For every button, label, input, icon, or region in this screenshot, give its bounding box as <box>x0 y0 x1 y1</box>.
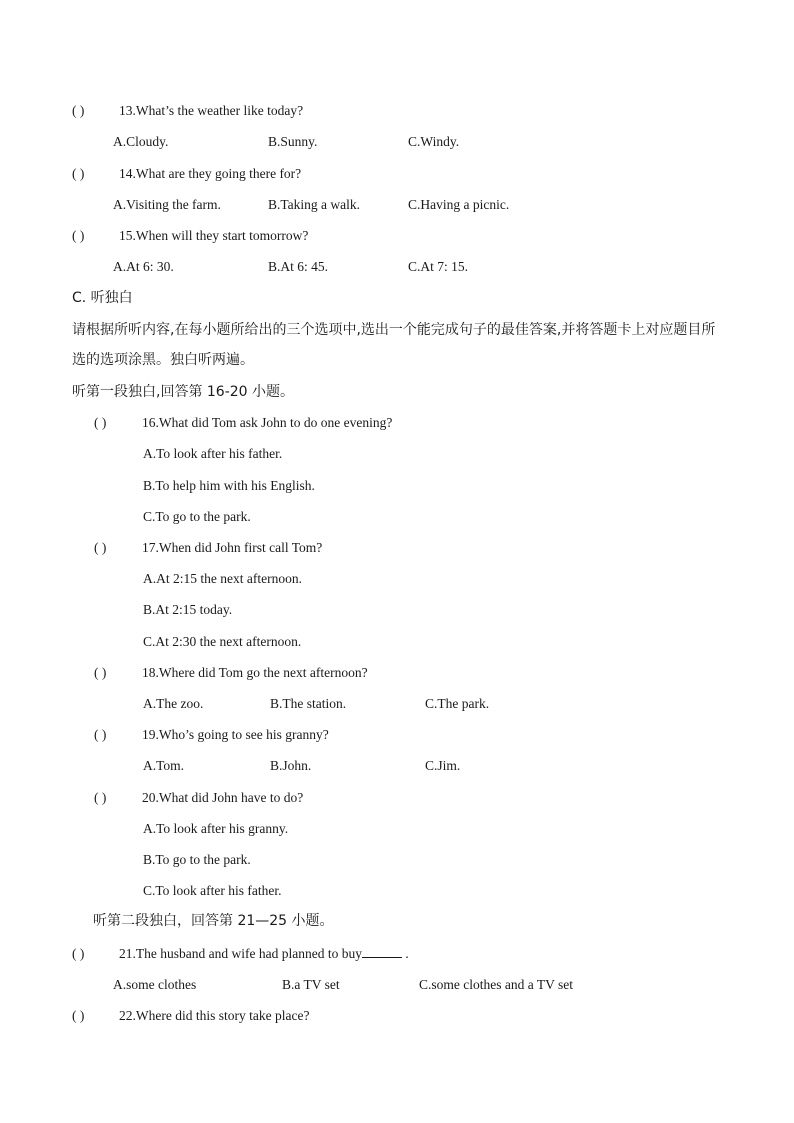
question-22: 22.Where did this story take place? <box>119 1008 310 1023</box>
option-18-b: B.The station. <box>270 696 347 711</box>
question-20: 20.What did John have to do? <box>142 790 304 805</box>
section-c-heading: C. 听独白 <box>72 290 133 306</box>
option-13-c: C.Windy. <box>408 134 460 149</box>
option-14-a: A.Visiting the farm. <box>113 197 221 212</box>
option-13-b: B.Sunny. <box>268 134 318 149</box>
option-21-b: B.a TV set <box>282 977 340 992</box>
option-19-a: A.Tom. <box>143 758 185 773</box>
answer-paren-13: ( ) <box>72 103 85 118</box>
answer-paren-22: ( ) <box>72 1008 85 1023</box>
option-17-a: A.At 2:15 the next afternoon. <box>143 571 302 586</box>
answer-blank-21 <box>362 945 402 958</box>
option-16-a: A.To look after his father. <box>143 446 283 461</box>
option-18-c: C.The park. <box>425 696 490 711</box>
option-13-a: A.Cloudy. <box>113 134 169 149</box>
answer-paren-15: ( ) <box>72 228 85 243</box>
question-13: 13.What’s the weather like today? <box>119 103 304 118</box>
option-21-c: C.some clothes and a TV set <box>419 977 573 992</box>
option-15-b: B.At 6: 45. <box>268 259 329 274</box>
option-16-b: B.To help him with his English. <box>143 478 315 493</box>
question-21-tail: . <box>401 946 409 961</box>
answer-paren-21: ( ) <box>72 946 85 961</box>
option-15-a: A.At 6: 30. <box>113 259 174 274</box>
section-c-instruction-line1: 请根据所听内容,在每小题所给出的三个选项中,选出一个能完成句子的最佳答案,并将答题卡上对应题目所 <box>72 322 716 338</box>
option-20-a: A.To look after his granny. <box>143 821 289 836</box>
question-15: 15.When will they start tomorrow? <box>119 228 309 243</box>
passage-1-intro: 听第一段独白,回答第 16-20 小题。 <box>72 384 295 400</box>
question-18: 18.Where did Tom go the next afternoon? <box>142 665 368 680</box>
option-15-c: C.At 7: 15. <box>408 259 469 274</box>
question-14: 14.What are they going there for? <box>119 166 302 181</box>
answer-paren-16: ( ) <box>94 415 107 430</box>
answer-paren-18: ( ) <box>94 665 107 680</box>
option-17-c: C.At 2:30 the next afternoon. <box>143 634 302 649</box>
option-20-c: C.To look after his father. <box>143 883 282 898</box>
option-19-b: B.John. <box>270 758 312 773</box>
passage-2-intro: 听第二段独白，回答第 21—25 小题。 <box>93 913 334 929</box>
answer-paren-20: ( ) <box>94 790 107 805</box>
option-16-c: C.To go to the park. <box>143 509 251 524</box>
question-19: 19.Who’s going to see his granny? <box>142 727 329 742</box>
option-14-c: C.Having a picnic. <box>408 197 510 212</box>
question-21-text: 21.The husband and wife had planned to buy <box>119 946 362 961</box>
question-21 <box>119 945 409 963</box>
answer-paren-14: ( ) <box>72 166 85 181</box>
option-14-b: B.Taking a walk. <box>268 197 361 212</box>
answer-paren-17: ( ) <box>94 540 107 555</box>
question-16: 16.What did Tom ask John to do one evening? <box>142 415 393 430</box>
option-20-b: B.To go to the park. <box>143 852 251 867</box>
option-17-b: B.At 2:15 today. <box>143 602 233 617</box>
option-18-a: A.The zoo. <box>143 696 204 711</box>
option-19-c: C.Jim. <box>425 758 461 773</box>
section-c-instruction-line2: 选的选项涂黑。独白听两遍。 <box>72 352 254 368</box>
question-17: 17.When did John first call Tom? <box>142 540 323 555</box>
option-21-a: A.some clothes <box>113 977 197 992</box>
answer-paren-19: ( ) <box>94 727 107 742</box>
